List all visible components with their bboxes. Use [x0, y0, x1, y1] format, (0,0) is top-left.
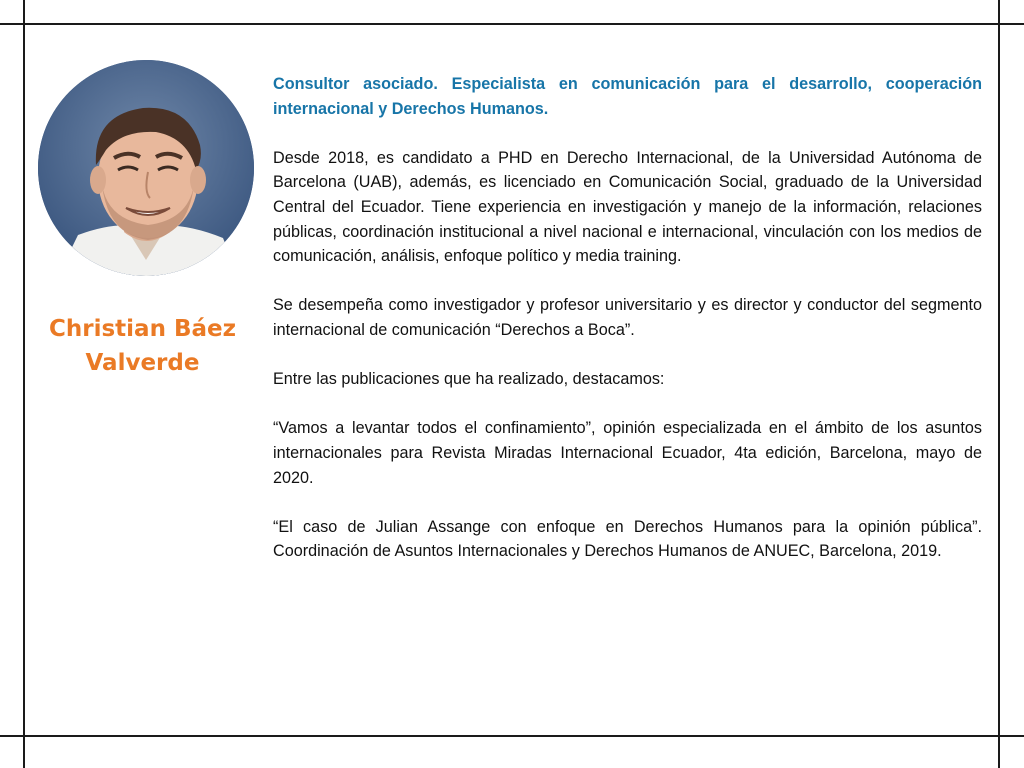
frame-top-line	[0, 23, 1024, 25]
portrait-illustration	[38, 60, 254, 276]
frame-left-line	[23, 0, 25, 768]
bio-paragraph: “Vamos a levantar todos el confinamiento”, opinión especializada en el ámbito de los asuntos internacionales para Revista Miradas Internacional Ecuador, 4ta edición, Barcelona, mayo de 2020.	[273, 419, 982, 487]
profile-photo	[38, 60, 254, 276]
person-name-line2: Valverde	[85, 350, 200, 376]
bio-intro: Consultor asociado. Especialista en comunicación para el desarrollo, cooperación internacional y Derechos Humanos.	[273, 75, 982, 118]
person-name-line1: Christian Báez	[49, 316, 236, 342]
bio-paragraph: “El caso de Julian Assange con enfoque en Derechos Humanos para la opinión pública”. Coordinación de Asuntos Internacionales y Derechos Humanos de ANUEC, Barcelona, 2019.	[273, 517, 982, 561]
bio-content	[273, 72, 982, 588]
bio-paragraph: Entre las publicaciones que ha realizado, destacamos:	[273, 370, 665, 389]
bio-paragraph: Se desempeña como investigador y profesor universitario y es director y conductor del segmento internacional de comunicación “Derechos a Boca”.	[273, 296, 982, 339]
frame-bottom-line	[0, 735, 1024, 737]
person-name	[30, 312, 255, 380]
bio-paragraph: Desde 2018, es candidato a PHD en Derecho Internacional, de la Universidad Autónoma de Barcelona (UAB), además, es licenciado en Comunicación Social, graduado de la Universidad Central del Ecuador. Tiene experiencia en investigación y manejo de la información, relaciones públicas, coordinación institucional a nivel nacional e internacional, vinculación con los medios de comunicación, análisis, enfoque político y media training.	[273, 148, 982, 266]
frame-right-line	[998, 0, 1000, 768]
